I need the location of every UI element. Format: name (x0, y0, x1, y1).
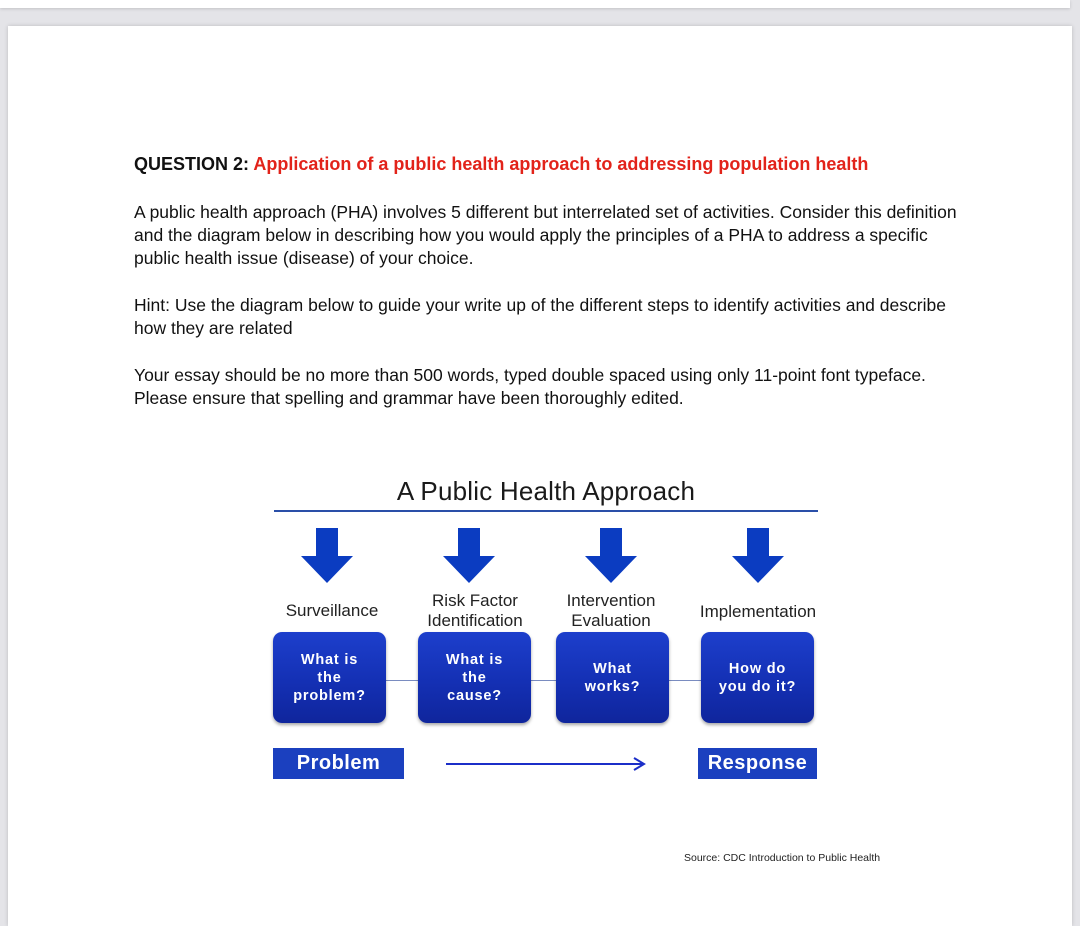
step-box-surveillance: What is the problem? (273, 632, 386, 723)
down-arrow-icon (441, 528, 497, 584)
step-label-risk-factor: Risk Factor Identification (427, 591, 523, 630)
down-arrow-icon (299, 528, 355, 584)
instructions-paragraph: A public health approach (PHA) involves 5 different but interrelated set of activities. Consider this definition and the diagram below in describing how you would apply the principles of a PHA to address a specific public health issue (disease) of your choice. (134, 202, 957, 268)
step-box-implementation: How do you do it? (701, 632, 814, 723)
step-box-risk-factor: What is the cause? (418, 632, 531, 723)
essay-length-line: Your essay should be no more than 500 words, typed double spaced using only 11-point font typeface. (134, 365, 926, 385)
down-arrow-icon (583, 528, 639, 584)
essay-editing-line: Please ensure that spelling and grammar have been thoroughly edited. (134, 388, 684, 408)
step-label-implementation: Implementation (699, 602, 817, 621)
step-box-intervention: What works? (556, 632, 669, 723)
response-tag: Response (698, 748, 817, 779)
step-label-intervention: Intervention Evaluation (566, 591, 656, 630)
question-title: Application of a public health approach to addressing population health (253, 154, 869, 174)
question-heading (134, 153, 964, 176)
source-citation: Source: CDC Introduction to Public Health (684, 852, 881, 864)
problem-tag: Problem (273, 748, 404, 779)
arrow-right-icon (444, 754, 648, 774)
question-label: QUESTION 2: (134, 154, 250, 174)
essay-requirements-paragraph (134, 364, 964, 410)
step-connector-line (328, 680, 748, 681)
down-arrow-icon (730, 528, 786, 584)
document-page (8, 26, 1072, 926)
previous-page-edge (0, 0, 1070, 8)
step-label-surveillance: Surveillance (285, 601, 379, 620)
hint-paragraph: Hint: Use the diagram below to guide your write up of the different steps to identify activities and describe how they are related (134, 295, 946, 338)
diagram-title-rule (274, 510, 818, 512)
diagram-title: A Public Health Approach (396, 476, 696, 506)
